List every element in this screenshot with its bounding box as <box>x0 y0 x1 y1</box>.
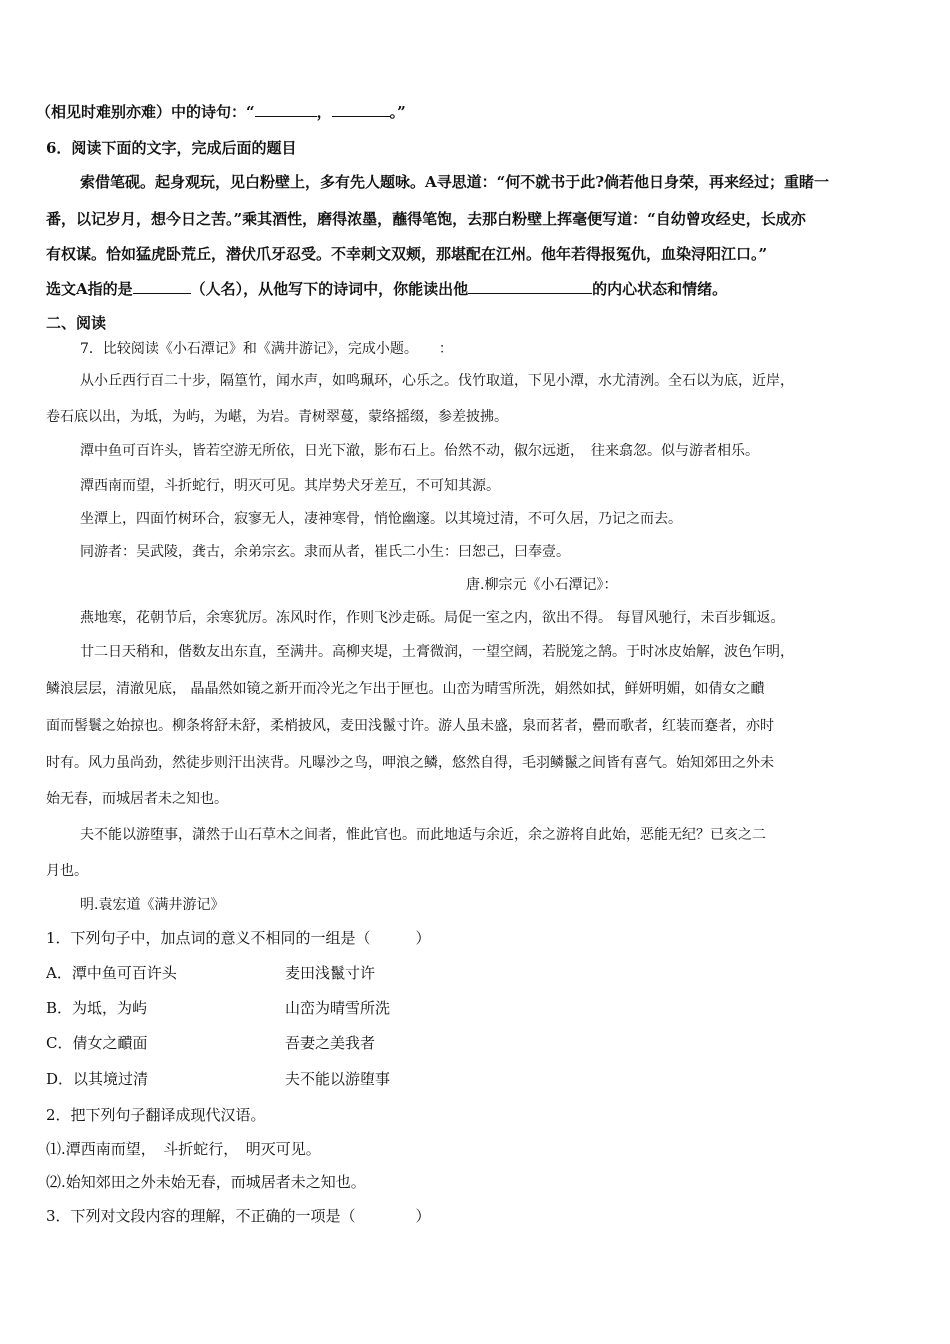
option-a-label: A．潭中鱼可百许头 <box>46 964 177 982</box>
option-d-pair: 夫不能以游堕事 <box>285 1070 391 1088</box>
text2-line: 月也。 <box>46 863 88 879</box>
text2-line: 夫不能以游堕事，潇然于山石草木之间者，惟此官也。而此地适与余近，余之游将自此始，恶能无纪？已亥之二 <box>80 827 766 843</box>
q6-passage-line: 有权谋。恰如猛虎卧荒丘，潜伏爪牙忍受。不幸刺文双颊，那堪配在江州。他年若得报冤仇，血染浔阳江口。” <box>46 245 768 263</box>
text2-source: 明.袁宏道《满井游记》 <box>80 897 225 913</box>
q6-question <box>46 279 727 299</box>
option-b-label: B．为坻，为屿 <box>46 999 148 1017</box>
text1-line: 卷石底以出，为坻，为屿，为嵁，为岩。青树翠蔓，蒙络摇缀，参差披拂。 <box>46 409 508 425</box>
option-c-pair: 吾妻之美我者 <box>285 1034 376 1052</box>
text1-source: 唐.柳宗元《小石潭记》： <box>466 577 618 593</box>
option-c-label: C．倩女之靧面 <box>46 1034 148 1052</box>
q7-title: 7．比较阅读《小石潭记》和《满井游记》，完成小题。 ： <box>80 341 453 357</box>
text1-line: 潭中鱼可百许头，皆若空游无所依，日光下澈，影布石上。佁然不动，俶尔远逝， 往来翕忽。似与游者相乐。 <box>80 443 759 459</box>
text2-line: 面而髻鬟之始掠也。柳条将舒未舒，柔梢披风，麦田浅鬣寸许。游人虽未盛，泉而茗者，罍而歌者，红装而蹇者，亦时 <box>46 718 774 734</box>
sub3-title: 3．下列对文段内容的理解，不正确的一项是（ ） <box>46 1207 431 1225</box>
prev-question-sep: ， <box>316 103 332 121</box>
sub1-title: 1．下列句子中，加点词的意义不相同的一组是（ ） <box>46 929 431 947</box>
sub2-title: 2．把下列句子翻译成现代汉语。 <box>46 1106 266 1124</box>
answer-blank[interactable] <box>255 102 317 117</box>
prev-question-line <box>36 102 406 122</box>
text2-line: 燕地寒，花朝节后，余寒犹厉。冻风时作，作则飞沙走砾。局促一室之内，欲出不得。 每冒风驰行，未百步辄返。 <box>80 610 785 626</box>
prev-question-suffix: 。” <box>389 103 406 121</box>
text1-line: 坐潭上，四面竹树环合，寂寥无人，凄神寒骨，悄怆幽邃。以其境过清，不可久居，乃记之而去。 <box>80 511 682 527</box>
option-d-label: D．以其境过清 <box>46 1070 149 1088</box>
text2-line: 鳞浪层层，清澈见底， 晶晶然如镜之新开而冷光之乍出于匣也。山峦为晴雪所洗，娟然如拭，鲜妍明媚，如倩女之靧 <box>46 681 765 697</box>
sub2-item: ⑴.潭西南而望， 斗折蛇行， 明灭可见。 <box>46 1140 321 1158</box>
option-a-pair: 麦田浅鬣寸许 <box>285 964 376 982</box>
answer-blank[interactable] <box>332 102 390 117</box>
text1-line: 同游者：吴武陵，龚古，余弟宗玄。隶而从者，崔氏二小生：曰恕己，曰奉壹。 <box>80 544 570 560</box>
q6-title: 6．阅读下面的文字，完成后面的题目 <box>46 139 297 157</box>
section-title: 二、阅读 <box>46 314 107 332</box>
q6-question-b: （人名），从他写下的诗词中，你能读出他 <box>190 280 469 298</box>
answer-blank[interactable] <box>133 279 191 294</box>
option-b-pair: 山峦为晴雪所洗 <box>285 999 391 1017</box>
text2-line: 始无春，而城居者未之知也。 <box>46 791 228 807</box>
text1-line: 潭西南而望，斗折蛇行，明灭可见。其岸势犬牙差互，不可知其源。 <box>80 478 500 494</box>
text1-line: 从小丘西行百二十步，隔篁竹，闻水声，如鸣珮环，心乐之。伐竹取道，下见小潭，水尤清洌。全石以为底，近岸， <box>80 373 794 389</box>
q6-passage-line: 索借笔砚。起身观玩，见白粉壁上，多有先人题咏。A寻思道：“何不就书于此?倘若他日身荣，再来经过；重睹一 <box>80 173 830 191</box>
answer-blank[interactable] <box>468 279 592 294</box>
text2-line: 时有。风力虽尚劲，然徒步则汗出浃背。凡曝沙之鸟，呷浪之鳞，悠然自得，毛羽鳞鬣之间皆有喜气。始知郊田之外未 <box>46 755 774 771</box>
q6-question-a: 选文A指的是 <box>46 280 133 298</box>
sub2-item: ⑵.始知郊田之外未始无春，而城居者未之知也。 <box>46 1173 366 1191</box>
q6-question-c: 的内心状态和情绪。 <box>592 280 728 298</box>
prev-question-prefix: （相见时难别亦难）中的诗句：“ <box>36 103 255 121</box>
text2-line: 廿二日天稍和，偕数友出东直，至满井。高柳夹堤，土膏微润，一望空阔，若脱笼之鹄。于时冰皮始解，波色乍明， <box>80 644 794 660</box>
q6-passage-line: 番，以记岁月，想今日之苦。”乘其酒性，磨得浓墨，蘸得笔饱，去那白粉壁上挥毫便写道：“自幼曾攻经史，长成亦 <box>46 210 806 228</box>
